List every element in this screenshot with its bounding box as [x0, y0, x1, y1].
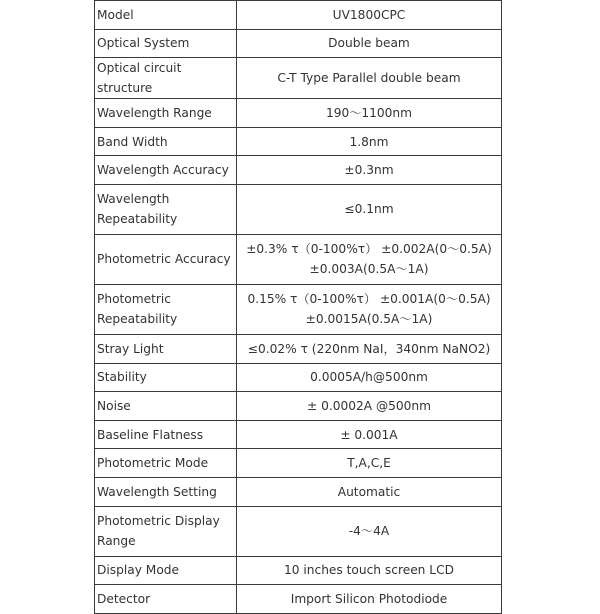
spec-value: Import Silicon Photodiode [290, 591, 448, 606]
spec-value: ±0.3% τ（0-100%τ） ±0.002A(0～0.5A) [246, 242, 492, 257]
spec-label-cell [95, 284, 237, 334]
spec-value: -4～4A [348, 524, 390, 539]
spec-label-cell [95, 29, 237, 58]
spec-label-cell [95, 585, 237, 614]
table-row [95, 284, 502, 334]
spec-value-cell [237, 127, 502, 156]
spec-label: Wavelength Accuracy [97, 163, 229, 178]
table-row [95, 506, 502, 556]
spec-value-cell [237, 334, 502, 363]
spec-value: ±0.0015A(0.5A～1A) [305, 312, 433, 327]
spec-label-cell [95, 556, 237, 585]
spec-label: Optical circuit structure [97, 61, 182, 96]
spec-value: 190～1100nm [325, 105, 413, 120]
table-row [95, 234, 502, 284]
table-row [95, 1, 502, 30]
spec-label: Photometric Display [97, 514, 220, 529]
table-row [95, 449, 502, 478]
spec-value-cell [237, 585, 502, 614]
spec-label: Stray Light [97, 341, 164, 356]
spec-value: ± 0.0002A @500nm [307, 398, 431, 413]
spec-label: Photometric Mode [97, 456, 209, 471]
spec-label: Display Mode [97, 563, 180, 578]
spec-label: Wavelength Setting [97, 484, 217, 499]
spec-label: Wavelength Range [97, 105, 212, 120]
spec-value: UV1800CPC [332, 7, 406, 22]
spec-value: ± 0.001A [340, 427, 398, 442]
spec-label-cell [95, 1, 237, 30]
spec-value-cell [237, 156, 502, 185]
spec-label: Model [97, 7, 134, 22]
spec-label-cell [95, 334, 237, 363]
spec-value: 1.8nm [349, 134, 389, 149]
table-row [95, 477, 502, 506]
spec-label-cell [95, 420, 237, 449]
table-row [95, 420, 502, 449]
table-row [95, 585, 502, 614]
spec-label-cell [95, 363, 237, 392]
spec-value-cell [237, 284, 502, 334]
spec-label: Noise [97, 398, 131, 413]
table-row [95, 127, 502, 156]
spec-label: Photometric [97, 292, 172, 307]
spec-label: Stability [97, 370, 147, 385]
table-row [95, 392, 502, 421]
spec-value-cell [237, 477, 502, 506]
spec-label: Repeatability [97, 312, 178, 327]
spec-value-cell [237, 234, 502, 284]
table-row [95, 184, 502, 234]
table-row [95, 99, 502, 128]
spec-value: ±0.3nm [344, 163, 394, 178]
spec-label: Repeatability [97, 212, 178, 227]
spec-value-cell [237, 556, 502, 585]
spec-label: Detector [97, 591, 151, 606]
spec-value: Automatic [337, 484, 401, 499]
table-row [95, 58, 502, 99]
spec-value-cell [237, 29, 502, 58]
spec-table-container [94, 0, 502, 614]
spec-value: ±0.003A(0.5A～1A) [309, 262, 429, 277]
spec-value: ≤0.1nm [344, 202, 394, 217]
spec-label-cell [95, 234, 237, 284]
spec-label-cell [95, 127, 237, 156]
spec-label: Photometric Accuracy [97, 252, 231, 267]
spec-value-cell [237, 99, 502, 128]
spec-label: Range [97, 534, 136, 549]
table-row [95, 156, 502, 185]
table-row [95, 363, 502, 392]
spec-value-cell [237, 1, 502, 30]
spec-label-cell [95, 58, 237, 99]
spec-value-cell [237, 506, 502, 556]
table-row [95, 334, 502, 363]
spec-label-cell [95, 156, 237, 185]
spec-value-cell [237, 184, 502, 234]
spec-value-cell [237, 392, 502, 421]
spec-value: Double beam [328, 36, 410, 51]
spec-value: 10 inches touch screen LCD [284, 563, 454, 578]
spec-table [94, 0, 502, 614]
spec-value-cell [237, 420, 502, 449]
spec-value: 0.0005A/h@500nm [310, 370, 428, 385]
table-row [95, 29, 502, 58]
spec-label-cell [95, 392, 237, 421]
spec-label-cell [95, 506, 237, 556]
spec-label: Wavelength [97, 192, 170, 207]
spec-value: 0.15% τ（0-100%τ） ±0.001A(0～0.5A) [247, 292, 491, 307]
spec-value: T,A,C,E [347, 456, 391, 471]
spec-label-cell [95, 184, 237, 234]
spec-value-cell [237, 58, 502, 99]
table-row [95, 556, 502, 585]
spec-value-cell [237, 363, 502, 392]
spec-label-cell [95, 99, 237, 128]
spec-value-cell [237, 449, 502, 478]
spec-label: Optical System [97, 36, 190, 51]
spec-label-cell [95, 477, 237, 506]
spec-label: Band Width [97, 134, 168, 149]
spec-value: C-T Type Parallel double beam [277, 71, 461, 86]
spec-value: ≤0.02% τ (220nm NaI，340nm NaNO2) [247, 341, 491, 356]
spec-label: Baseline Flatness [97, 427, 204, 442]
spec-label-cell [95, 449, 237, 478]
